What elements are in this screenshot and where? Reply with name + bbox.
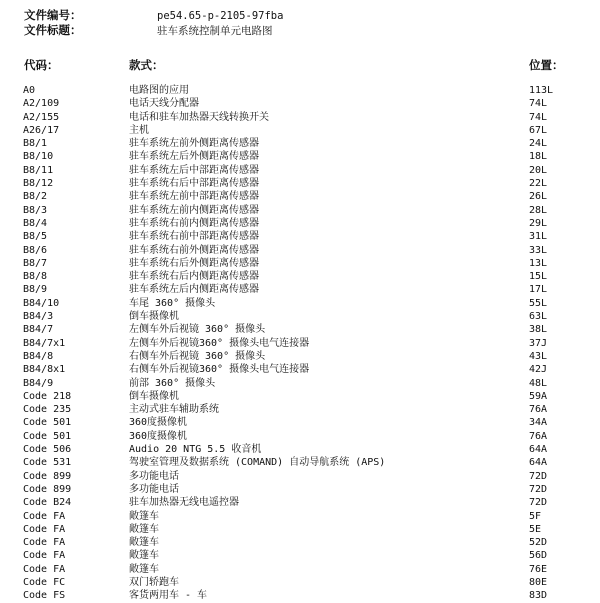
component-code: B8/4 — [23, 217, 48, 229]
component-code: A26/17 — [23, 124, 60, 136]
component-code: Code 218 — [23, 390, 72, 402]
doc-number-label: 文件编号： — [24, 8, 82, 22]
component-position: 83D — [529, 590, 548, 602]
component-position: 74L — [529, 98, 548, 110]
component-description: Audio 20 NTG 5.5 收音机 — [129, 444, 262, 456]
table-row — [0, 270, 600, 283]
component-code: Code 501 — [23, 430, 72, 442]
component-position: 33L — [529, 244, 548, 256]
component-code: Code 501 — [23, 417, 72, 429]
component-position: 24L — [529, 138, 548, 150]
component-description: 敞篷车 — [129, 563, 159, 575]
table-row — [0, 456, 600, 469]
component-code: Code 899 — [23, 483, 72, 495]
table-row — [0, 217, 600, 230]
component-description: 右侧车外后视镜 360° 摄像头 — [129, 350, 266, 362]
component-code: B84/8 — [23, 350, 54, 362]
component-code: B84/3 — [23, 311, 54, 323]
component-description: 车尾 360° 摄像头 — [129, 297, 216, 309]
table-row — [0, 576, 600, 589]
table-row — [0, 377, 600, 390]
component-position: 18L — [529, 151, 548, 163]
component-description: 右侧车外后视镜360° 摄像头电气连接器 — [129, 364, 310, 376]
column-header-pos: 位置： — [529, 58, 564, 72]
component-position: 31L — [529, 231, 548, 243]
component-code: Code FA — [23, 537, 66, 549]
component-position: 15L — [529, 271, 548, 283]
component-code: A2/155 — [23, 111, 60, 123]
component-description: 客货两用车 - 车 — [129, 590, 208, 602]
component-position: 76A — [529, 404, 548, 416]
component-description: 驻车系统左后外侧距离传感器 — [129, 151, 259, 163]
component-code: B8/8 — [23, 271, 48, 283]
component-position: 72D — [529, 497, 548, 509]
column-header-code: 代码： — [24, 58, 59, 72]
table-row — [0, 190, 600, 203]
component-table — [0, 84, 600, 603]
table-row — [0, 204, 600, 217]
component-description: 驻车加热器无线电遥控器 — [129, 497, 239, 509]
component-description: 驻车系统右前内侧距离传感器 — [129, 217, 259, 229]
component-position: 48L — [529, 377, 548, 389]
component-position: 38L — [529, 324, 548, 336]
table-row — [0, 416, 600, 429]
component-description: 驻车系统左前外侧距离传感器 — [129, 138, 259, 150]
component-description: 驻车系统右后外侧距离传感器 — [129, 257, 259, 269]
component-description: 敞篷车 — [129, 550, 159, 562]
component-description: 电话和驻车加热器天线转换开关 — [129, 111, 269, 123]
component-description: 驻车系统右后内侧距离传感器 — [129, 271, 259, 283]
component-code: B8/12 — [23, 178, 54, 190]
doc-title-value: 驻车系统控制单元电路图 — [157, 25, 273, 37]
table-row — [0, 496, 600, 509]
component-position: 22L — [529, 178, 548, 190]
table-row — [0, 430, 600, 443]
component-code: B8/5 — [23, 231, 48, 243]
table-row — [0, 111, 600, 124]
table-row — [0, 297, 600, 310]
component-code: A2/109 — [23, 98, 60, 110]
table-row — [0, 124, 600, 137]
table-row — [0, 137, 600, 150]
table-row — [0, 244, 600, 257]
component-position: 43L — [529, 350, 548, 362]
component-position: 59A — [529, 390, 548, 402]
component-code: B8/10 — [23, 151, 54, 163]
component-description: 左侧车外后视镜360° 摄像头电气连接器 — [129, 337, 310, 349]
component-description: 倒车摄像机 — [129, 311, 179, 323]
table-row — [0, 97, 600, 110]
component-position: 42J — [529, 364, 548, 376]
table-row — [0, 350, 600, 363]
table-row — [0, 510, 600, 523]
component-description: 多功能电话 — [129, 470, 179, 482]
component-description: 敞篷车 — [129, 510, 159, 522]
component-position: 37J — [529, 337, 548, 349]
component-position: 28L — [529, 204, 548, 216]
component-position: 74L — [529, 111, 548, 123]
component-position: 20L — [529, 164, 548, 176]
component-description: 驾驶室管理及数据系统 (COMAND) 自动导航系统 (APS) — [129, 457, 386, 469]
component-code: B8/1 — [23, 138, 48, 150]
component-code: Code B24 — [23, 497, 72, 509]
component-position: 29L — [529, 217, 548, 229]
component-code: Code 235 — [23, 404, 72, 416]
component-description: 敞篷车 — [129, 537, 159, 549]
table-row — [0, 150, 600, 163]
component-position: 72D — [529, 470, 548, 482]
component-description: 驻车系统右前外侧距离传感器 — [129, 244, 259, 256]
table-row — [0, 589, 600, 602]
component-description: 360度摄像机 — [129, 417, 188, 429]
component-description: 多功能电话 — [129, 483, 179, 495]
component-code: Code 506 — [23, 444, 72, 456]
component-position: 64A — [529, 444, 548, 456]
table-row — [0, 483, 600, 496]
table-row — [0, 84, 600, 97]
component-code: Code 531 — [23, 457, 72, 469]
table-row — [0, 403, 600, 416]
component-position: 80E — [529, 576, 548, 588]
table-row — [0, 549, 600, 562]
component-description: 驻车系统左前中部距离传感器 — [129, 191, 259, 203]
component-description: 主机 — [129, 124, 149, 136]
component-description: 主动式驻车辅助系统 — [129, 404, 219, 416]
component-position: 5F — [529, 510, 542, 522]
component-position: 13L — [529, 257, 548, 269]
component-position: 76E — [529, 563, 548, 575]
table-row — [0, 230, 600, 243]
component-description: 前部 360° 摄像头 — [129, 377, 216, 389]
component-description: 驻车系统左后内侧距离传感器 — [129, 284, 259, 296]
component-code: B84/10 — [23, 297, 60, 309]
component-position: 67L — [529, 124, 548, 136]
table-row — [0, 177, 600, 190]
table-row — [0, 536, 600, 549]
component-code: Code FA — [23, 550, 66, 562]
component-code: Code FS — [23, 590, 66, 602]
component-position: 63L — [529, 311, 548, 323]
table-row — [0, 523, 600, 536]
component-code: A0 — [23, 85, 36, 96]
table-row — [0, 470, 600, 483]
component-code: Code FA — [23, 563, 66, 575]
component-position: 72D — [529, 483, 548, 495]
component-code: B84/9 — [23, 377, 54, 389]
table-row — [0, 563, 600, 576]
component-code: Code 899 — [23, 470, 72, 482]
component-description: 驻车系统右前中部距离传感器 — [129, 231, 259, 243]
column-header-desc: 款式： — [129, 58, 164, 72]
component-description: 驻车系统左前内侧距离传感器 — [129, 204, 259, 216]
component-position: 26L — [529, 191, 548, 203]
component-description: 左侧车外后视镜 360° 摄像头 — [129, 324, 266, 336]
table-row — [0, 443, 600, 456]
component-description: 驻车系统左后中部距离传感器 — [129, 164, 259, 176]
doc-title-line — [24, 23, 273, 38]
component-code: Code FA — [23, 523, 66, 535]
component-code: B8/7 — [23, 257, 48, 269]
table-row — [0, 164, 600, 177]
component-description: 360度摄像机 — [129, 430, 188, 442]
component-description: 双门轿跑车 — [129, 576, 179, 588]
component-code: Code FA — [23, 510, 66, 522]
component-code: B84/7x1 — [23, 337, 66, 349]
component-description: 敞篷车 — [129, 523, 159, 535]
doc-number-value: pe54.65-p-2105-97fba — [157, 10, 284, 22]
table-row — [0, 283, 600, 296]
component-position: 56D — [529, 550, 548, 562]
table-row — [0, 310, 600, 323]
component-position: 5E — [529, 523, 542, 535]
component-description: 电路图的应用 — [129, 85, 189, 96]
table-row — [0, 323, 600, 336]
table-row — [0, 337, 600, 350]
component-code: B84/7 — [23, 324, 54, 336]
component-code: Code FC — [23, 576, 66, 588]
component-position: 76A — [529, 430, 548, 442]
component-description: 驻车系统右后中部距离传感器 — [129, 178, 259, 190]
component-position: 113L — [529, 85, 554, 96]
component-code: B84/8x1 — [23, 364, 66, 376]
component-code: B8/11 — [23, 164, 54, 176]
component-code: B8/3 — [23, 204, 48, 216]
table-row — [0, 257, 600, 270]
table-row — [0, 390, 600, 403]
table-row — [0, 363, 600, 376]
component-description: 电话天线分配器 — [129, 98, 199, 110]
doc-number-line — [24, 8, 283, 23]
component-position: 52D — [529, 537, 548, 549]
component-position: 17L — [529, 284, 548, 296]
component-position: 64A — [529, 457, 548, 469]
doc-title-label: 文件标题： — [24, 23, 82, 37]
component-code: B8/6 — [23, 244, 48, 256]
component-position: 55L — [529, 297, 548, 309]
component-code: B8/2 — [23, 191, 48, 203]
component-code: B8/9 — [23, 284, 48, 296]
component-position: 34A — [529, 417, 548, 429]
component-description: 倒车摄像机 — [129, 390, 179, 402]
